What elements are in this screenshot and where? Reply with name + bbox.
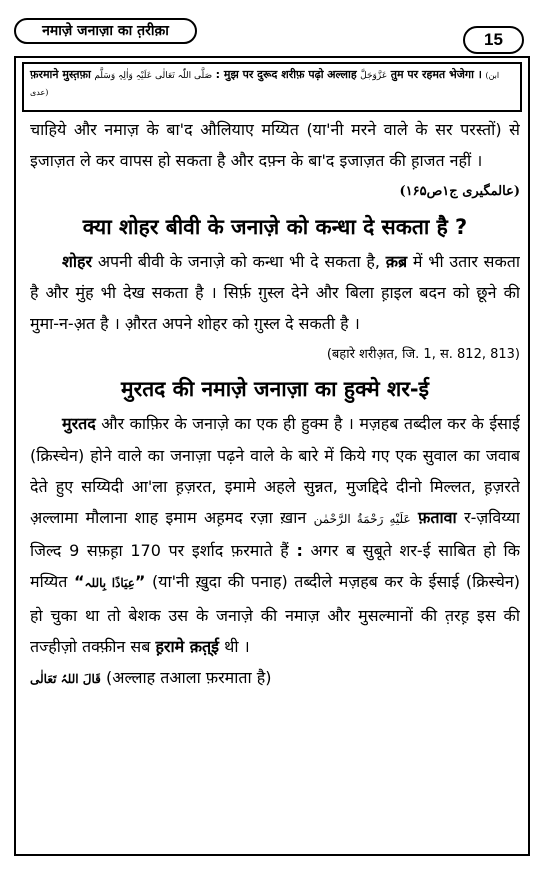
paragraph-3-text-e: थी । <box>224 636 250 656</box>
paragraph-3-haram: ह़रामे क़त़्ई <box>155 636 220 656</box>
farman-box <box>22 62 522 112</box>
farman-source: (ابن عدی) <box>30 71 500 97</box>
paragraph-2-text-b: में भी उतार सकता है और मुंह भी देख सकता है । सिर्फ़ ग़ुस्ल देने और बिला ह़ाइल बदन को छूने की मुमा-न-अ़त है । औ़रत अपने शोहर को ग़ुस्ल दे सकती है । <box>30 251 520 334</box>
paragraph-2-text-a: अपनी बीवी के जनाज़े को कन्धा भी दे सकता है, <box>97 251 381 271</box>
closing-line <box>30 662 520 695</box>
closing-arabic: قَالَ اللہُ تَعَالٰی <box>30 672 101 687</box>
paragraph-3-lead: मुरतद <box>62 414 96 434</box>
main-content <box>30 114 520 850</box>
quote-open: “ <box>73 572 85 592</box>
arabic-rahma: عَلَيْهِ رَحْمَةُ الرَّحْمٰن <box>313 512 411 527</box>
farman-allah: अल्लाह <box>327 68 357 81</box>
closing-text: (अल्लाह तआला फ़रमाता है) <box>106 668 272 688</box>
paragraph-3-fatawa: फ़तावा <box>418 508 457 528</box>
book-title: नमाज़े जनाज़ा का त़रीक़ा <box>14 18 197 44</box>
paragraph-3-text-d: (या'नी ख़ुदा की पनाह) तब्दीले मज़हब कर के ईसाई (क्रिस्चेन) हो चुका था तो बेशक उस के जनाज़े की नमाज़ और मुसल्मानों की त़रह़ इस की तज्हीज़ो तक्फ़ीन सब <box>30 572 520 656</box>
farman-text: : मुझ पर दुरूद शरीफ़ पढ़ो <box>215 68 324 81</box>
arabic-blessing: صَلَّی اللّٰہ تَعَالٰی عَلَیْہِ وَاٰلِہٖ وَسَلَّم <box>94 71 213 81</box>
heading-shohar-bivi: क्या शोहर बीवी के जनाज़े को कन्धा दे सकता है ? <box>82 214 468 239</box>
paragraph-2-reference: (बहारे शरीअ़त, जि. 1, स. 812, 813) <box>326 347 520 363</box>
page-number: 15 <box>463 26 524 54</box>
paragraph-3 <box>30 408 520 662</box>
heading-murtad: मुरतद की नमाज़े जनाज़ा का हुक्मे शर-ई <box>121 377 429 402</box>
paragraph-1-text: चाहिये और नमाज़ के बा'द औलियाए मय्यित (या'नी मरने वाले के सर परस्तों) से इजाज़त ले कर वापस हो सकता है और दफ़्न के बा'द इजाज़त की ह़ाजत नहीं । <box>30 120 520 171</box>
farman-text-post: तुम पर रहमत भेजेगा । <box>390 68 482 81</box>
paragraph-2-lead: शोहर <box>62 251 93 271</box>
quote-close: ” <box>134 572 146 592</box>
paragraph-1 <box>30 114 520 200</box>
paragraph-3-colon: : <box>296 541 303 561</box>
paragraph-3-text-c: अगर ब सुबूते शर-ई साबित हो कि मय्यित <box>30 541 520 592</box>
paragraph-2 <box>30 246 520 363</box>
paragraph-3-text-a: और काफ़िर के जनाज़े का एक ही हुक्म है । मज़हब तब्दील कर के ईसाई (क्रिस्चेन) होने वाले का जनाज़ा पढ़ने वाले के बारे में किये गए एक सुवाल का जवाब देते हुए सय्यिदी आ'ला ह़ज़रत, इमामे अहले सुन्नत, मुजद्दिदे दीनो मिल्लत, ह़ज़रते अ़ल्लामा मौलाना शाह इमाम अह़मद रज़ा ख़ान <box>30 414 520 528</box>
paragraph-1-reference: (عالمگیری ج۱ص۱۶۵) <box>399 184 520 200</box>
farman-label: फ़रमाने मुस्त़फ़ा <box>30 68 91 81</box>
arabic-quote: عِیَاذًا بِاللہ <box>84 576 135 591</box>
paragraph-2-qabr: क़ब्र <box>385 251 408 271</box>
arabic-azza: عَزَّوَجَلَّ <box>360 71 388 81</box>
paragraph-3-text-b: र-ज़विय्या जिल्द 9 सफ़ह़ा 170 पर इर्शाद फ़रमाते हैं <box>30 508 520 561</box>
